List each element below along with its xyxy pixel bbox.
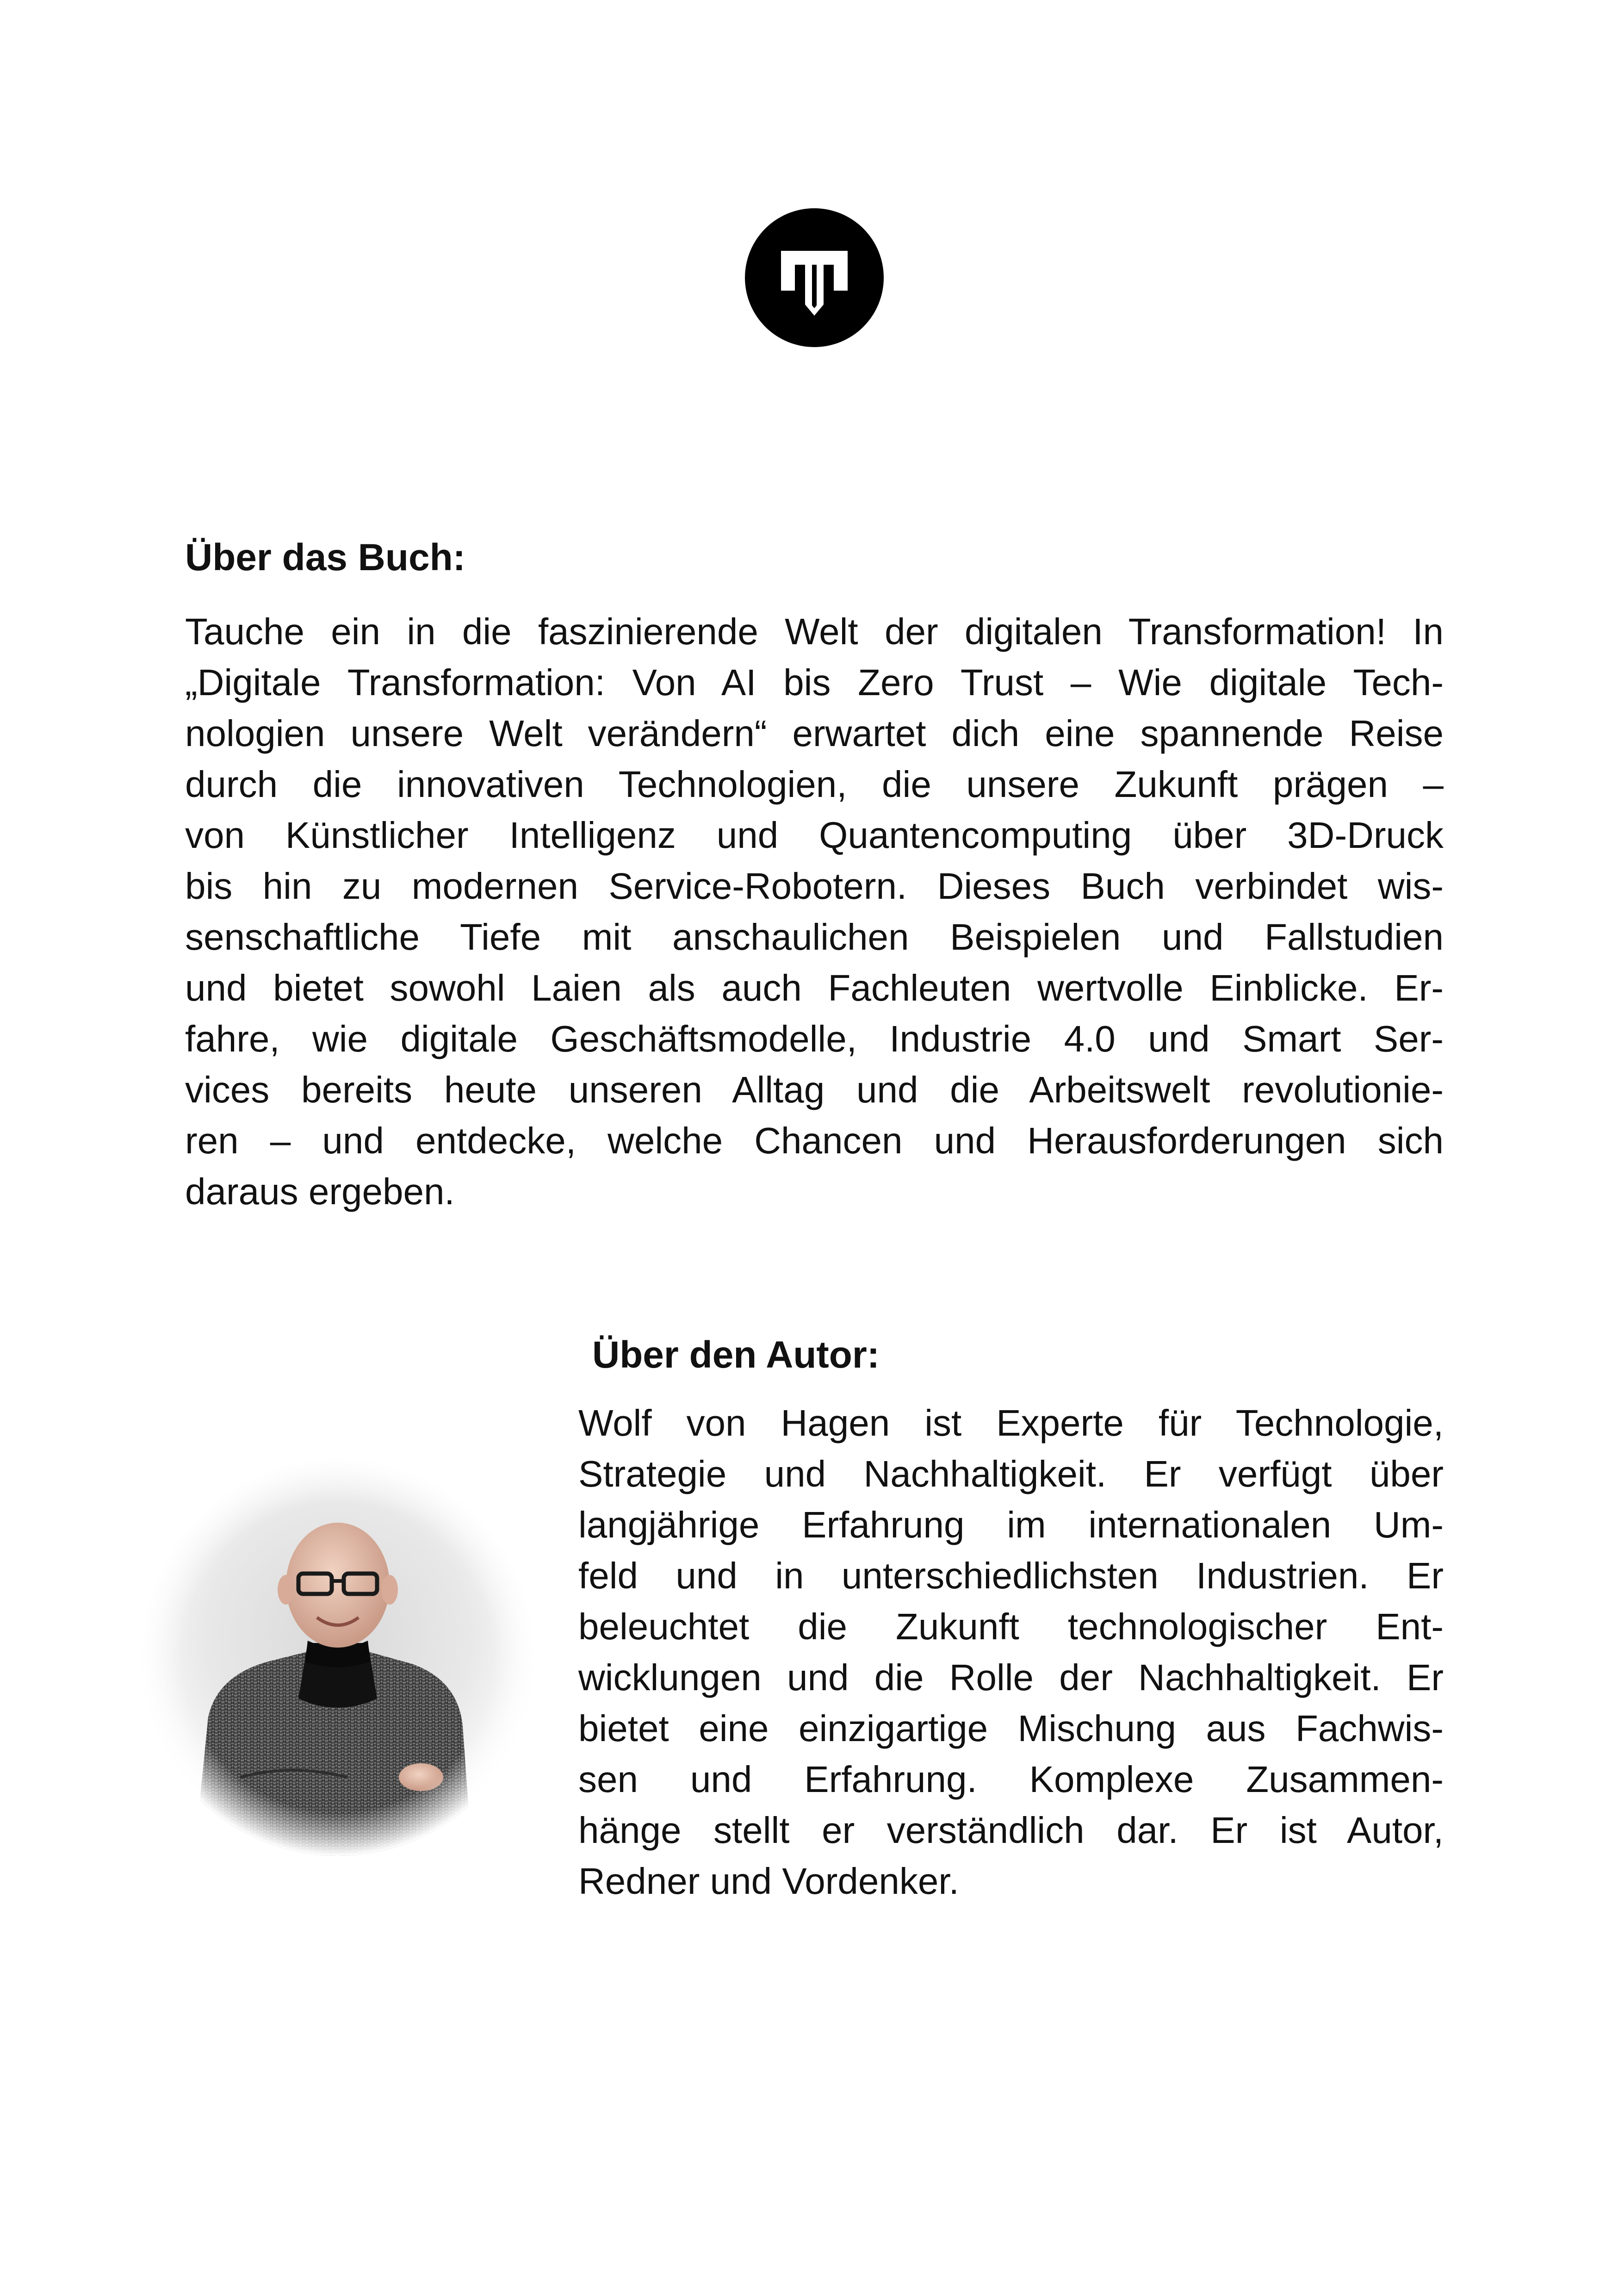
author-heading: Über den Autor: xyxy=(592,1334,880,1376)
author-text-line: Redner und Vordenker. xyxy=(578,1860,959,1902)
author-text-line: bietet eine einzigartige Mischung aus Fachwis- xyxy=(578,1708,1444,1749)
author-text-line: langjährige Erfahrung im internationalen Um- xyxy=(578,1504,1444,1545)
author-text-line: Strategie und Nachhaltigkeit. Er verfügt über xyxy=(578,1453,1444,1494)
author-portrait xyxy=(139,1458,537,1856)
author-text-line: Wolf von Hagen ist Experte für Technologie, xyxy=(578,1402,1444,1444)
author-text-line: feld und in unterschiedlichsten Industrien. Er xyxy=(578,1555,1444,1596)
book-text-line: daraus ergeben. xyxy=(185,1171,455,1212)
tt-monogram-logo-icon xyxy=(745,208,884,347)
book-text-line: „Digitale Transformation: Von AI bis Zero Trust – Wie digitale Tech- xyxy=(185,662,1444,703)
author-text-line: wicklungen und die Rolle der Nachhaltigkeit. Er xyxy=(578,1657,1444,1698)
book-text-line: Tauche ein in die faszinierende Welt der digitalen Transformation! In xyxy=(185,611,1444,652)
author-text-line: beleuchtet die Zukunft technologischer Ent- xyxy=(578,1606,1444,1647)
author-text-line: hänge stellt er verständlich dar. Er ist Autor, xyxy=(578,1810,1444,1851)
book-text-line: von Künstlicher Intelligenz und Quantencomputing über 3D-Druck xyxy=(185,815,1444,856)
book-description xyxy=(185,606,1444,1217)
book-text-line: bis hin zu modernen Service-Robotern. Dieses Buch verbindet wis- xyxy=(185,865,1444,907)
book-text-line: fahre, wie digitale Geschäftsmodelle, Industrie 4.0 und Smart Ser- xyxy=(185,1018,1444,1059)
book-heading: Über das Buch: xyxy=(185,536,465,579)
book-text-line: durch die innovativen Technologien, die unsere Zukunft prägen – xyxy=(185,764,1444,805)
book-text-line: senschaftliche Tiefe mit anschaulichen Beispielen und Fallstudien xyxy=(185,916,1444,958)
publisher-logo xyxy=(745,208,884,347)
book-text-line: vices bereits heute unseren Alltag und die Arbeitswelt revolutionie- xyxy=(185,1069,1444,1110)
book-text-line: und bietet sowohl Laien als auch Fachleuten wertvolle Einblicke. Er- xyxy=(185,967,1444,1008)
author-text-line: sen und Erfahrung. Komplexe Zusammen- xyxy=(578,1759,1444,1800)
book-text-line: nologien unsere Welt verändern“ erwartet dich eine spannende Reise xyxy=(185,713,1444,754)
author-bio xyxy=(578,1398,1444,1907)
book-text-line: ren – und entdecke, welche Chancen und Herausforderungen sich xyxy=(185,1120,1444,1161)
